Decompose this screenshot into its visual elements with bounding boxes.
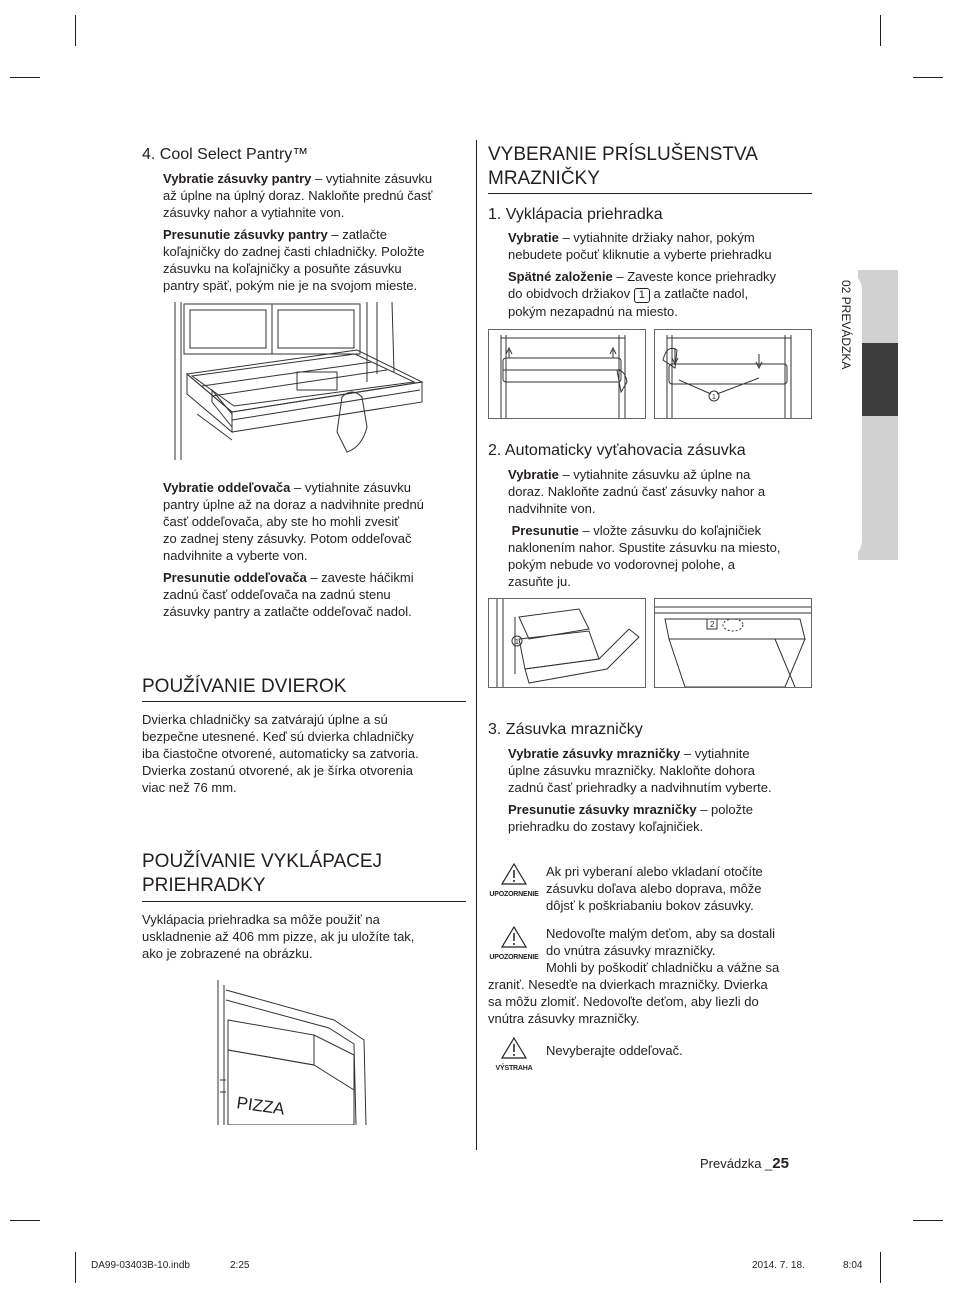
label-replace-pantry: Presunutie zásuvky pantry — [163, 227, 328, 242]
page-footer — [700, 1155, 789, 1172]
text: – vytiahnite — [680, 746, 750, 761]
text: zasuňte ju. — [508, 574, 571, 589]
text: priehradku do zostavy koľajničiek. — [508, 819, 704, 834]
s2-heading: 2. Automaticky vyťahovacia zásuvka — [488, 442, 746, 459]
text: – položte — [696, 802, 753, 817]
text: Nedovoľte malým deťom, aby sa dostali — [546, 926, 776, 941]
text: – vytiahnite zásuvku — [311, 171, 433, 186]
warning-text-2-cont — [488, 976, 818, 1027]
s3-heading: 3. Zásuvka mrazničky — [488, 721, 643, 738]
cool-select-heading: 4. Cool Select Pantry™ — [142, 146, 309, 163]
text: až úplne na úplný doraz. Nakloňte prednú časť — [163, 188, 433, 203]
warning-triangle-icon — [486, 925, 542, 949]
text: sa môžu zlomiť. Nedovoľte deťom, aby liezli do — [488, 994, 759, 1009]
column-divider — [476, 140, 477, 1150]
text: viac než 76 mm. — [142, 780, 237, 795]
tilt-bin-title-line: PRIEHRADKY — [142, 875, 266, 896]
text: a zatlačte nadol, — [649, 286, 749, 301]
text: uskladnenie až 406 mm pizze, ak ju uložíte tak, — [142, 929, 415, 944]
auto-drawer-replace-drawing — [655, 599, 811, 687]
text: – vytiahnite držiaky nahor, pokým — [558, 230, 755, 245]
crop-mark — [75, 15, 76, 46]
doors-title: POUŽÍVANIE DVIEROK — [142, 676, 347, 697]
figure-callout-1: 1 — [712, 394, 716, 401]
print-date: 2014. 7. 18. — [752, 1260, 805, 1271]
print-file-page: 2:25 — [230, 1260, 250, 1271]
warning-label: UPOZORNENIE — [489, 891, 539, 898]
auto-drawer-remove-drawing — [489, 599, 645, 687]
text: zásuvku doľava alebo doprava, môže — [546, 881, 762, 896]
warning-label: VÝSTRAHA — [495, 1065, 533, 1072]
label-replace: Spätné založenie — [508, 269, 613, 284]
auto-drawer-replace-figure — [654, 598, 812, 688]
text: nebudete počuť kliknutie a vyberte priehradku — [508, 247, 772, 262]
text: naklonením nahor. Spustite zásuvku na miesto, — [508, 540, 781, 555]
crop-mark — [10, 1220, 40, 1221]
tilt-bin-remove-drawing — [489, 330, 645, 418]
text: – vytiahnite zásuvku — [290, 480, 412, 495]
crop-mark — [880, 15, 881, 46]
text: časť oddeľovača, aby ste ho mohli zvesiť — [163, 514, 400, 529]
text: pokým nezapadnú na miesto. — [508, 304, 678, 319]
print-time: 8:04 — [843, 1260, 863, 1271]
text: zásuvky pantry a zatlačte oddeľovač nadol. — [163, 604, 412, 619]
freezer-title-line: MRAZNIČKY — [488, 168, 600, 189]
label-remove-divider: Vybratie oddeľovača — [163, 480, 291, 495]
crop-mark — [75, 1252, 76, 1283]
freezer-title-line: VYBERANIE PRÍSLUŠENSTVA — [488, 144, 758, 165]
text: – Zaveste konce priehradky — [612, 269, 777, 284]
label-replace: Presunutie — [511, 523, 579, 538]
warning-icon-3 — [486, 1036, 542, 1072]
warning-triangle-icon — [486, 1036, 542, 1060]
crop-mark — [880, 1252, 881, 1283]
freezer-title-rule — [488, 193, 812, 194]
freezer-accessories-title — [488, 143, 758, 191]
text: Dvierka zostanú otvorené, ak je šírka otvorenia — [142, 763, 413, 778]
text: Mohli by poškodiť chladničku a vážne sa — [546, 960, 780, 975]
pantry-drawer-illustration — [172, 302, 427, 460]
text: – zatlačte — [327, 227, 387, 242]
text: Ak pri vyberaní alebo vkladaní otočíte — [546, 864, 763, 879]
text: dôjsť k poškriabaniu bokov zásuvky. — [546, 898, 754, 913]
text: do vnútra zásuvky mrazničky. — [546, 943, 716, 958]
text: zásuvku na koľajničky a posuňte zásuvku — [163, 261, 402, 276]
footer-section: Prevádzka _ — [700, 1156, 773, 1171]
tilt-bin-replace-figure — [654, 329, 812, 419]
pizza-bin-illustration — [214, 980, 374, 1125]
label-remove: Vybratie — [508, 230, 559, 245]
figure-callout-1: 1 — [515, 639, 519, 646]
tilt-bin-text — [142, 911, 466, 962]
label-remove: Vybratie — [508, 467, 559, 482]
tilt-bin-remove-figure — [488, 329, 646, 419]
pizza-label: PIZZA — [235, 1093, 286, 1119]
sidebar-label: 02 PREVÁDZKA — [839, 280, 853, 370]
text: doraz. Nakloňte zadnú časť zásuvky nahor a — [508, 484, 766, 499]
s3-text — [508, 745, 818, 835]
tilt-bin-replace-drawing — [655, 330, 811, 418]
doors-title-rule — [142, 701, 466, 702]
text: do obidvoch držiakov — [508, 286, 634, 301]
callout-badge: 1 — [634, 288, 650, 303]
label-remove-pantry: Vybratie zásuvky pantry — [163, 171, 312, 186]
text: zadnú časť priehradky a nadvihnutím vyberte. — [508, 780, 772, 795]
cool-select-instructions — [163, 170, 473, 294]
crop-mark — [913, 1220, 943, 1221]
text: úplne zásuvku mrazničky. Nakloňte dohora — [508, 763, 755, 778]
text: Dvierka chladničky sa zatvárajú úplne a sú — [142, 712, 388, 727]
text: vnútra zásuvky mrazničky. — [488, 1011, 640, 1026]
text: bezpečne utesnené. Keď sú dvierka chladničky — [142, 729, 414, 744]
page-number: 25 — [772, 1155, 789, 1172]
cool-select-section — [142, 145, 472, 165]
tilt-bin-title-line: POUŽÍVANIE VYKLÁPACEJ — [142, 851, 383, 872]
s1-heading: 1. Vyklápacia priehradka — [488, 206, 663, 223]
s1-text — [508, 229, 818, 320]
text: – zaveste háčikmi — [306, 570, 414, 585]
text: ako je zobrazené na obrázku. — [142, 946, 313, 961]
text: zo zadnej steny zásuvky. Potom oddeľovač — [163, 531, 412, 546]
text: pantry úplne až na doraz a nadvihnite prednú — [163, 497, 424, 512]
text: zadnú časť oddeľovača na zadnú stenu — [163, 587, 391, 602]
crop-mark — [10, 77, 40, 78]
warning-text-2 — [546, 925, 826, 976]
warning-label: UPOZORNENIE — [489, 954, 539, 961]
sidebar-tab-marker — [858, 343, 898, 416]
text: zraniť. Nesedťe na dvierkach mrazničky. Dvierka — [488, 977, 768, 992]
divider-instructions — [163, 479, 473, 620]
text: nadvihnite von. — [508, 501, 596, 516]
text: – vytiahnite zásuvku až úplne na — [558, 467, 751, 482]
text: pokým nebude vo vodorovnej polohe, a — [508, 557, 735, 572]
text: Vyklápacia priehradka sa môže použiť na — [142, 912, 380, 927]
text: pantry späť, pokým nie je na svojom mieste. — [163, 278, 418, 293]
print-file: DA99-03403B-10.indb — [91, 1260, 190, 1271]
doors-text — [142, 711, 466, 796]
text: Nevyberajte oddeľovač. — [546, 1043, 683, 1058]
tilt-bin-title — [142, 850, 382, 898]
warning-triangle-icon — [486, 862, 542, 886]
crop-mark — [913, 77, 943, 78]
label-remove: Vybratie zásuvky mrazničky — [508, 746, 681, 761]
s2-text — [508, 466, 818, 590]
figure-callout-2: 2 — [710, 620, 715, 629]
text: nadvihnite a vyberte von. — [163, 548, 308, 563]
label-replace: Presunutie zásuvky mrazničky — [508, 802, 697, 817]
text: – vložte zásuvku do koľajničiek — [578, 523, 762, 538]
text: iba čiastočne otvorené, automaticky sa zatvoria. — [142, 746, 419, 761]
warning-icon-2 — [486, 925, 542, 961]
warning-text-1 — [546, 863, 826, 914]
warning-text-3 — [546, 1042, 826, 1059]
text: zásuvky nahor a vytiahnite von. — [163, 205, 345, 220]
warning-icon-1 — [486, 862, 542, 898]
label-replace-divider: Presunutie oddeľovača — [163, 570, 307, 585]
auto-drawer-remove-figure — [488, 598, 646, 688]
tilt-bin-title-rule — [142, 901, 466, 902]
text: koľajničky do zadnej časti chladničky. Položte — [163, 244, 425, 259]
